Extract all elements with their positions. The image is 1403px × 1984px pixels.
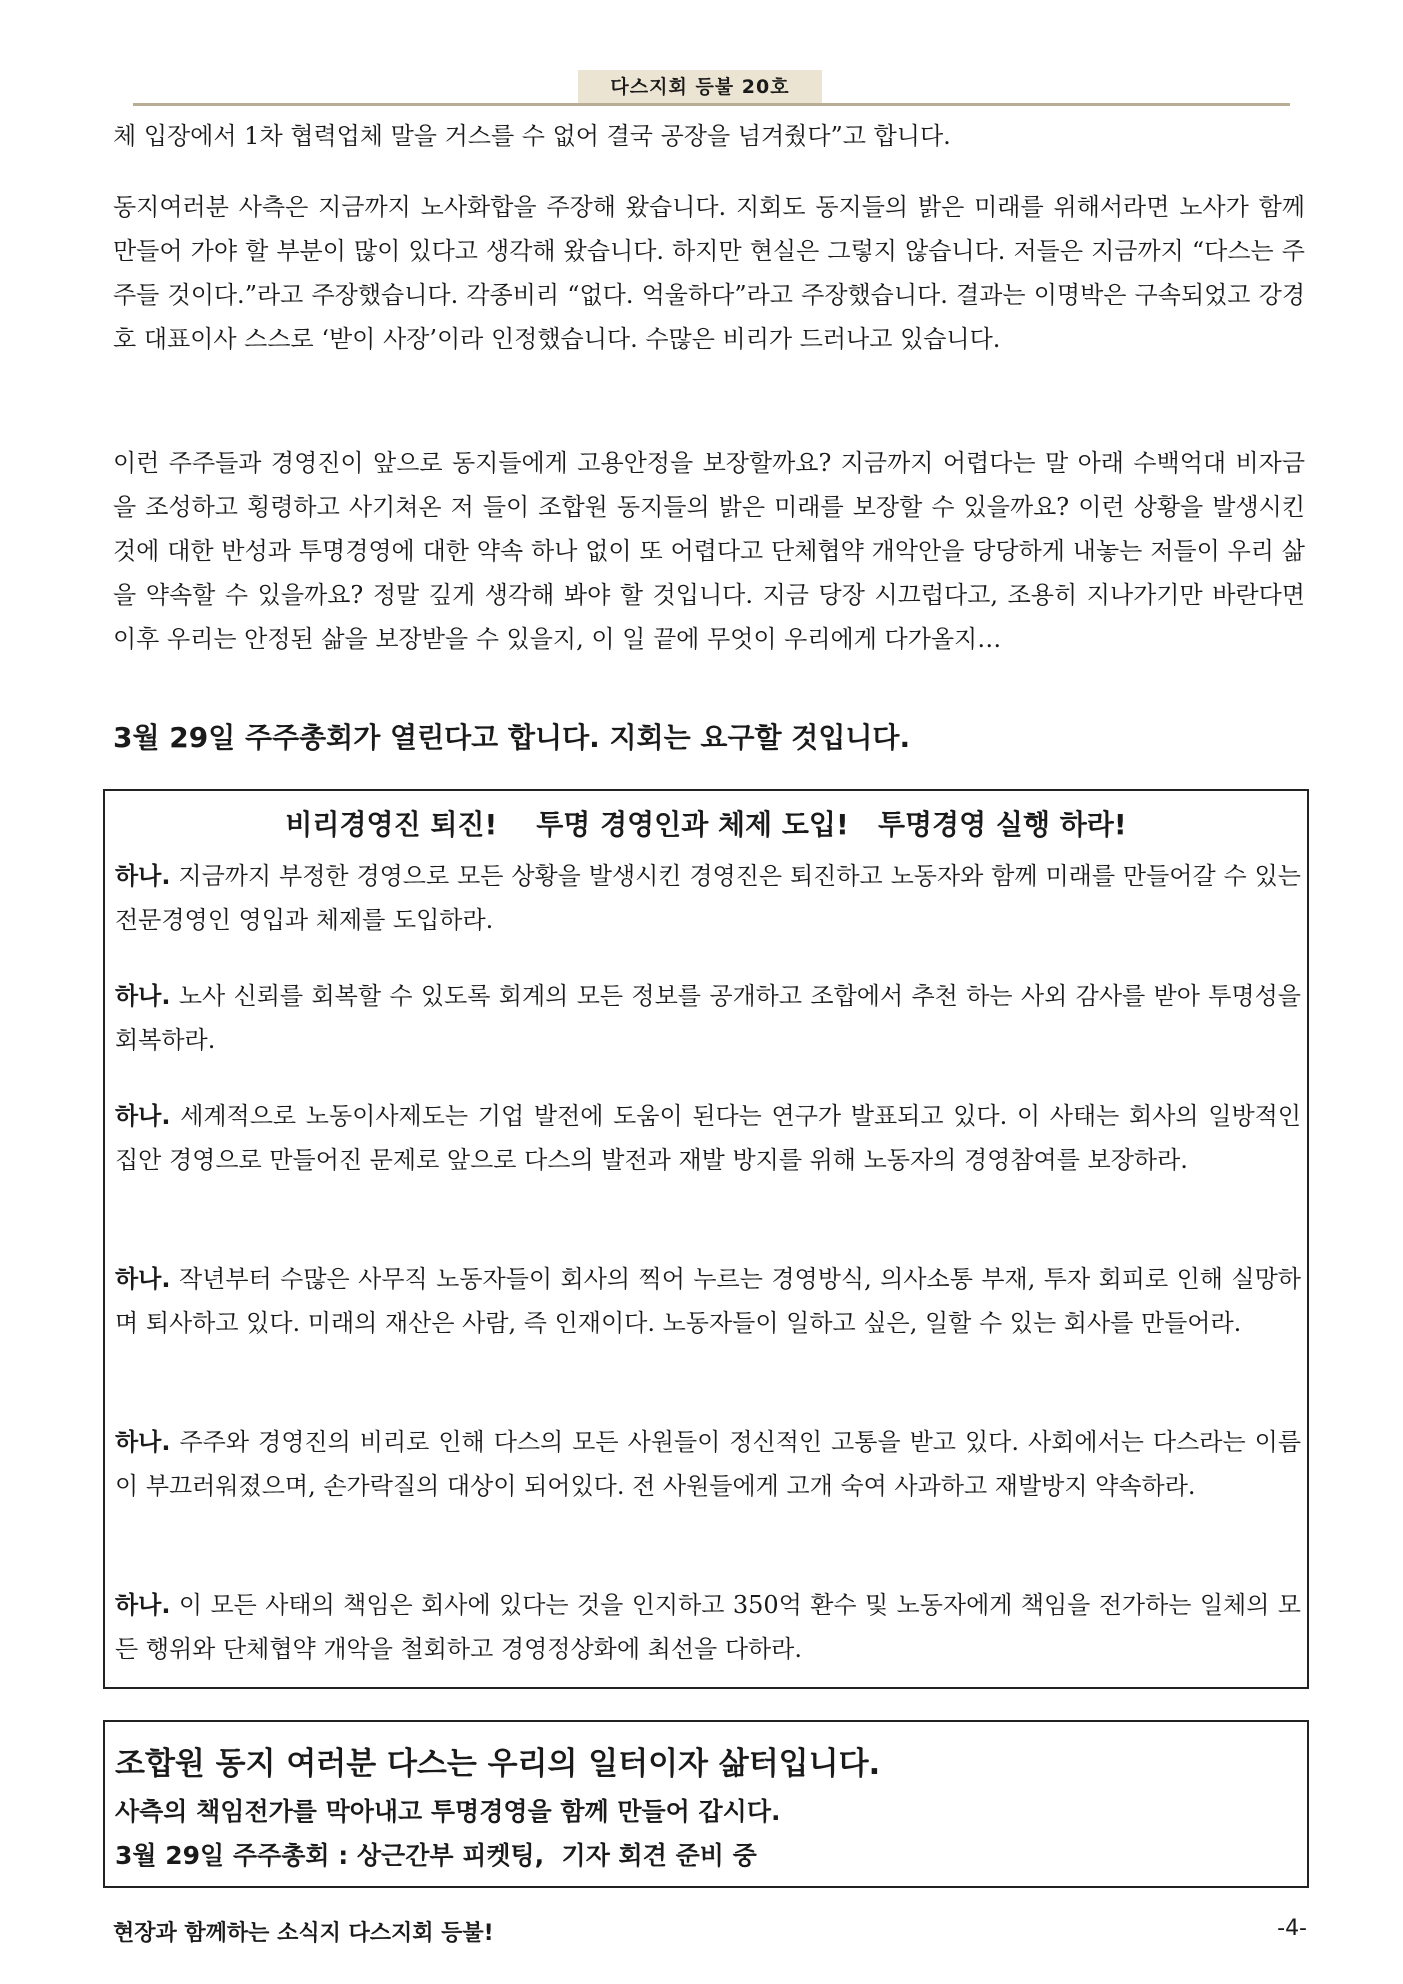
demands-title: 비리경영진 퇴진! 투명 경영인과 체제 도입! 투명경영 실행 하라! <box>285 808 1127 841</box>
header-divider <box>133 103 1290 106</box>
page-number: -4- <box>1277 1916 1307 1941</box>
closing-box <box>103 1720 1309 1888</box>
demand-lead: 하나. <box>115 982 171 1010</box>
demand-text: 이 모든 사태의 책임은 회사에 있다는 것을 인지하고 350억 환수 및 노동자에게 책임을 전가하는 일체의 모든 행위와 단체협약 개악을 철회하고 경영정상화에 최선을 다하라. <box>115 1591 1301 1663</box>
shareholder-meeting-announcement: 3월 29일 주주총회가 열린다고 합니다. 지회는 요구할 것입니다. <box>113 721 911 754</box>
closing-subline: 사측의 책임전가를 막아내고 투명경영을 함께 만들어 갑시다. <box>115 1797 781 1826</box>
closing-schedule: 3월 29일 주주총회 : 상근간부 피켓팅, 기자 회견 준비 중 <box>115 1841 757 1870</box>
demand-item-3 <box>115 1094 1301 1182</box>
demand-item-2 <box>115 974 1301 1062</box>
newsletter-issue-title: 다스지회 등불 20호 <box>578 70 822 104</box>
demand-item-5 <box>115 1420 1301 1508</box>
article-paragraph-1: 체 입장에서 1차 협력업체 말을 거스를 수 없어 결국 공장을 넘겨줬다”고 합니다. <box>113 122 951 150</box>
demand-item-4 <box>115 1257 1301 1345</box>
demand-text: 세계적으로 노동이사제도는 기업 발전에 도움이 된다는 연구가 발표되고 있다. 이 사태는 회사의 일방적인 집안 경영으로 만들어진 문제로 앞으로 다스의 발전과 재발 방지를 위해 노동자의 경영참여를 보장하라. <box>115 1102 1301 1174</box>
demand-lead: 하나. <box>115 862 171 890</box>
demand-lead: 하나. <box>115 1591 171 1619</box>
demand-text: 주주와 경영진의 비리로 인해 다스의 모든 사원들이 정신적인 고통을 받고 있다. 사회에서는 다스라는 이름이 부끄러워졌으며, 손가락질의 대상이 되어있다. 전 사원들에게 고개 숙여 사과하고 재발방지 약속하라. <box>115 1428 1301 1500</box>
demand-item-1 <box>115 854 1301 942</box>
demand-text: 노사 신뢰를 회복할 수 있도록 회계의 모든 정보를 공개하고 조합에서 추천 하는 사외 감사를 받아 투명성을 회복하라. <box>115 982 1301 1054</box>
demand-lead: 하나. <box>115 1265 171 1293</box>
demand-text: 지금까지 부정한 경영으로 모든 상황을 발생시킨 경영진은 퇴진하고 노동자와 함께 미래를 만들어갈 수 있는 전문경영인 영입과 체제를 도입하라. <box>115 862 1301 934</box>
demand-text: 작년부터 수많은 사무직 노동자들이 회사의 찍어 누르는 경영방식, 의사소통 부재, 투자 회피로 인해 실망하며 퇴사하고 있다. 미래의 재산은 사람, 즉 인재이다. 노동자들이 일하고 싶은, 일할 수 있는 회사를 만들어라. <box>115 1265 1301 1337</box>
article-paragraph-3: 이런 주주들과 경영진이 앞으로 동지들에게 고용안정을 보장할까요? 지금까지 어렵다는 말 아래 수백억대 비자금을 조성하고 횡령하고 사기쳐온 저 들이 조합원 동지들의 밝은 미래를 보장할 수 있을까요? 이런 상황을 발생시킨 것에 대한 반성과 투명경영에 대한 약속 하나 없이 또 어렵다고 단체협약 개악안을 당당하게 내놓는 저들이 우리 삶을 약속할 수 있을까요? 정말 깊게 생각해 봐야 할 것입니다. 지금 당장 시끄럽다고, 조용히 지나가기만 바란다면 이후 우리는 안정된 삶을 보장받을 수 있을지, 이 일 끝에 무엇이 우리에게 다가올지… <box>113 449 1305 653</box>
demands-box <box>103 789 1309 1689</box>
article-paragraph-2: 동지여러분 사측은 지금까지 노사화합을 주장해 왔습니다. 지회도 동지들의 밝은 미래를 위해서라면 노사가 함께 만들어 가야 할 부분이 많이 있다고 생각해 왔습니다. 하지만 현실은 그렇지 않습니다. 저들은 지금까지 “다스는 주주들 것이다.”라고 주장했습니다. 각종비리 “없다. 억울하다”라고 주장했습니다. 결과는 이명박은 구속되었고 강경호 대표이사 스스로 ‘받이 사장’이라 인정했습니다. 수많은 비리가 드러나고 있습니다. <box>113 193 1305 353</box>
closing-headline: 조합원 동지 여러분 다스는 우리의 일터이자 삶터입니다. <box>115 1746 881 1782</box>
demand-lead: 하나. <box>115 1102 171 1130</box>
demand-item-6 <box>115 1583 1301 1671</box>
footer-tagline: 현장과 함께하는 소식지 다스지회 등불! <box>113 1921 494 1946</box>
demand-lead: 하나. <box>115 1428 171 1456</box>
